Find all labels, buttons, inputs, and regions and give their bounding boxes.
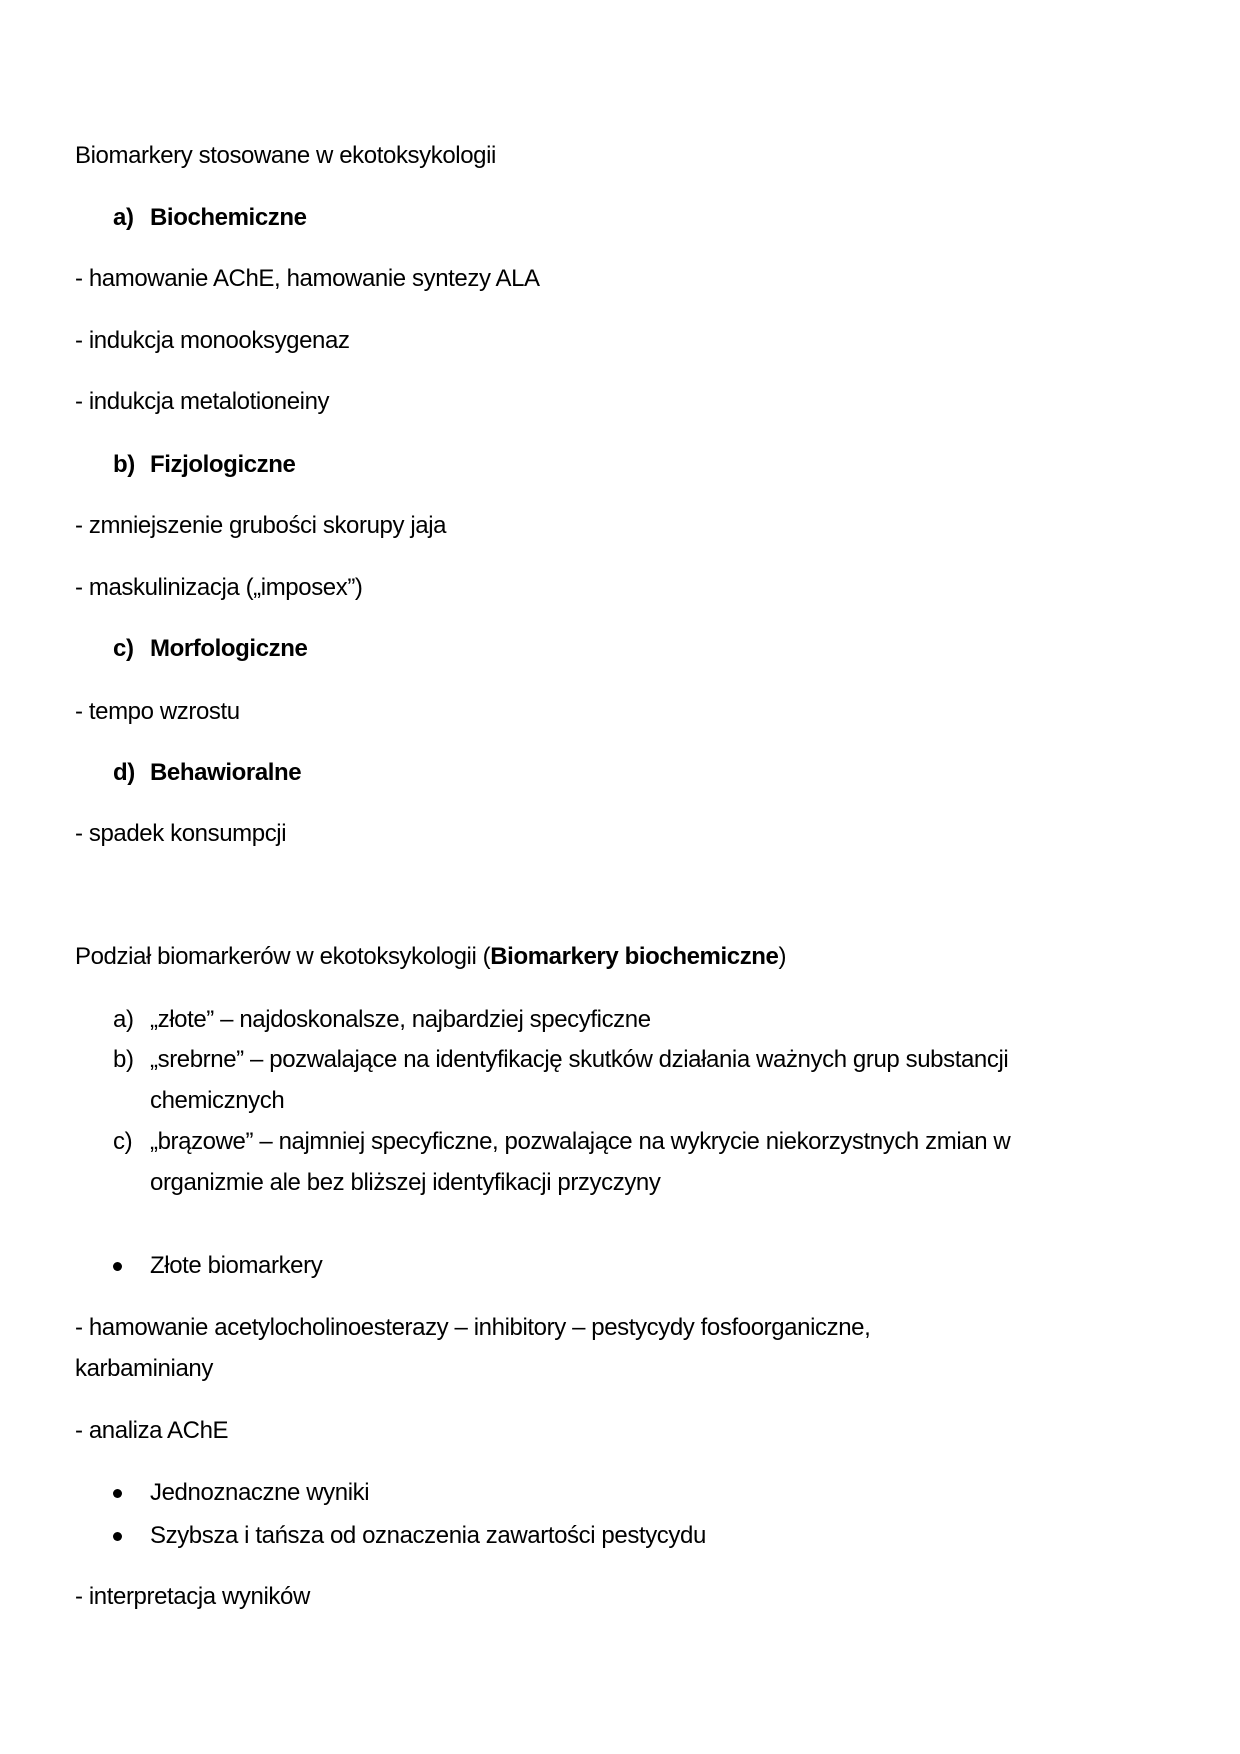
list-label: b): [113, 451, 135, 478]
list-item: - interpretacja wyników: [75, 1583, 310, 1610]
title-text: Podział biomarkerów w ekotoksykologii (: [75, 943, 491, 970]
list-item: - maskulinizacja („imposex”): [75, 574, 363, 601]
list-item: - hamowanie acetylocholinoesterazy – inhibitory – pestycydy fosfoorganiczne,: [75, 1314, 871, 1341]
list-item: - indukcja monooksygenaz: [75, 327, 350, 354]
list-item-continued: organizmie ale bez bliższej identyfikacji przyczyny: [150, 1169, 661, 1196]
group-heading: Behawioralne: [150, 759, 302, 786]
group-heading: Fizjologiczne: [150, 451, 296, 478]
bullet-icon: [113, 1262, 122, 1271]
list-label: a): [113, 204, 134, 231]
list-item-continued: karbaminiany: [75, 1355, 213, 1382]
list-item: „brązowe” – najmniej specyficzne, pozwalające na wykrycie niekorzystnych zmian w: [150, 1128, 1011, 1155]
bullet-icon: [113, 1532, 122, 1541]
list-item: - indukcja metalotioneiny: [75, 388, 330, 415]
list-item: - hamowanie AChE, hamowanie syntezy ALA: [75, 265, 540, 292]
section-title: [75, 941, 786, 973]
list-label: b): [113, 1046, 134, 1073]
group-heading: Morfologiczne: [150, 635, 308, 662]
list-item: „srebrne” – pozwalające na identyfikację skutków działania ważnych grup substancji: [150, 1046, 1009, 1073]
list-label: a): [113, 1006, 134, 1033]
group-heading: Biochemiczne: [150, 204, 307, 231]
list-item: - spadek konsumpcji: [75, 820, 287, 847]
list-item: „złote” – najdoskonalsze, najbardziej specyficzne: [150, 1006, 651, 1033]
bullet-icon: [113, 1489, 122, 1498]
title-bold: Biomarkery biochemiczne: [490, 943, 779, 970]
list-label: c): [113, 635, 134, 662]
bullet-item: Jednoznaczne wyniki: [150, 1479, 370, 1506]
list-label: c): [113, 1128, 133, 1155]
title-end: ): [778, 943, 787, 970]
section-title: Biomarkery stosowane w ekotoksykologii: [75, 142, 496, 169]
bullet-item: Złote biomarkery: [150, 1252, 323, 1279]
bullet-item: Szybsza i tańsza od oznaczenia zawartości pestycydu: [150, 1522, 706, 1549]
list-label: d): [113, 759, 135, 786]
list-item: - zmniejszenie grubości skorupy jaja: [75, 512, 447, 539]
list-item: - tempo wzrostu: [75, 698, 240, 725]
list-item-continued: chemicznych: [150, 1087, 285, 1114]
list-item: - analiza AChE: [75, 1417, 229, 1444]
